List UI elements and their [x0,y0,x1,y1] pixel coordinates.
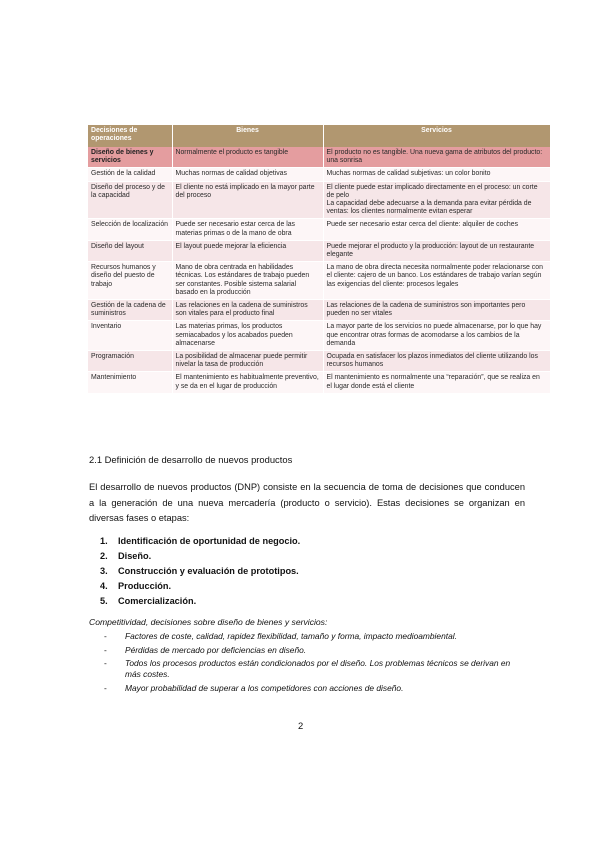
list-item [100,579,300,594]
bullet-dash: - [104,631,107,641]
cell-servicios: El cliente puede estar implicado directamente en el proceso: un corte de pelo La capacidad debe adecuarse a la demanda para evitar pérdida de ventas: los clientes normalmente evitan esperar [323,181,550,219]
list-item [100,564,300,579]
cell-bienes: Mano de obra centrada en habilidades técnicas. Los estándares de trabajo pueden ser constantes. Posible sistema salarial basado en la producción [172,262,323,300]
cell-bienes: Las materias primas, los productos semiacabados y los acabados pueden almacenarse [172,321,323,351]
list-text: Mayor probabilidad de superar a los competidores con acciones de diseño. [125,682,404,693]
header-bienes: Bienes [172,125,323,147]
cell-servicios: La mayor parte de los servicios no puede almacenarse, por lo que hay que encontrar otras formas de acomodarse a los cambios de la demanda [323,321,550,351]
cell-servicios: El mantenimiento es normalmente una “reparación”, que se realiza en el lugar donde está el cliente [323,372,550,393]
table-row [88,168,550,181]
list-number: 2. [100,551,108,561]
cell-decision: Inventario [88,321,172,351]
list-text: Todos los procesos productos están condicionados por el diseño. Los problemas técnicos se derivan en más costes. [125,658,511,680]
list-number: 5. [100,596,108,606]
competitividad-title: Competitividad, decisiones sobre diseño de bienes y servicios: [89,617,328,627]
cell-bienes: La posibilidad de almacenar puede permitir nivelar la tasa de producción [172,351,323,372]
cell-bienes: Muchas normas de calidad objetivas [172,168,323,181]
cell-decision: Diseño de bienes y servicios [88,147,172,168]
cell-servicios: La mano de obra directa necesita normalmente poder relacionarse con el cliente: cajero de un banco. Los estándares de trabajo varían según las exigencias del cliente: procesos legales [323,262,550,300]
cell-decision: Diseño del proceso y de la capacidad [88,181,172,219]
table-row [88,240,550,261]
table-row [88,262,550,300]
table-row [88,219,550,240]
list-text: Comercialización. [118,596,197,606]
list-number: 3. [100,566,108,576]
table-row [88,181,550,219]
cell-servicios: Las relaciones de la cadena de suministros son importantes pero pueden no ser vitales [323,300,550,321]
list-text: Producción. [118,581,172,591]
list-item [100,549,300,564]
cell-decision: Selección de localización [88,219,172,240]
page-number: 2 [298,720,304,731]
table-header-row [88,125,550,147]
cell-servicios: Puede ser necesario estar cerca del cliente: alquiler de coches [323,219,550,240]
cell-servicios: Puede mejorar el producto y la producción: layout de un restaurante elegante [323,240,550,261]
cell-decision: Gestión de la cadena de suministros [88,300,172,321]
table-row [88,372,550,393]
cell-bienes: Puede ser necesario estar cerca de las materias primas o de la mano de obra [172,219,323,240]
cell-decision: Recursos humanos y diseño del puesto de trabajo [88,262,172,300]
table-row [88,147,550,168]
table-row [88,321,550,351]
cell-decision: Diseño del layout [88,240,172,261]
cell-bienes: El cliente no está implicado en la mayor parte del proceso [172,181,323,219]
cell-servicios: Ocupada en satisfacer los plazos inmediatos del cliente utilizando los recursos humanos [323,351,550,372]
list-text: Pérdidas de mercado por deficiencias en diseño. [125,644,307,655]
cell-bienes: Las relaciones en la cadena de suministros son vitales para el producto final [172,300,323,321]
list-item [104,658,524,680]
cell-servicios: El producto no es tangible. Una nueva gama de atributos del producto: una sonrisa [323,147,550,168]
header-decisiones: Decisiones de operaciones [88,125,172,147]
competitividad-list [104,631,524,696]
cell-servicios: Muchas normas de calidad subjetivas: un color bonito [323,168,550,181]
header-servicios: Servicios [323,125,550,147]
list-text: Factores de coste, calidad, rapidez flexibilidad, tamaño y forma, impacto medioambiental. [125,631,457,641]
list-item [100,594,300,609]
bullet-dash: - [104,658,107,668]
list-number: 1. [100,536,108,546]
cell-bienes: Normalmente el producto es tangible [172,147,323,168]
bullet-dash: - [104,682,107,693]
bullet-dash: - [104,644,107,655]
table-row [88,351,550,372]
cell-decision: Programación [88,351,172,372]
section-heading: 2.1 Definición de desarrollo de nuevos productos [89,454,293,465]
table-row [88,300,550,321]
list-item [104,645,524,656]
list-text: Construcción y evaluación de prototipos. [118,566,299,576]
cell-bienes: El mantenimiento es habitualmente preventivo, y se da en el lugar de producción [172,372,323,393]
list-number: 4. [100,581,108,591]
list-item [104,631,524,642]
cell-decision: Gestión de la calidad [88,168,172,181]
list-text: Diseño. [118,551,152,561]
phases-list [100,534,300,609]
cell-bienes: El layout puede mejorar la eficiencia [172,240,323,261]
intro-paragraph: El desarrollo de nuevos productos (DNP) consiste en la secuencia de toma de decisiones que conducen a la generación de una nueva mercadería (producto o servicio). Estas decisiones se organizan en diversas fases o etapas: [89,482,525,523]
cell-decision: Mantenimiento [88,372,172,393]
list-text: Identificación de oportunidad de negocio. [118,536,301,546]
operations-decisions-table [88,125,551,394]
list-item [104,683,524,694]
list-item [100,534,300,549]
